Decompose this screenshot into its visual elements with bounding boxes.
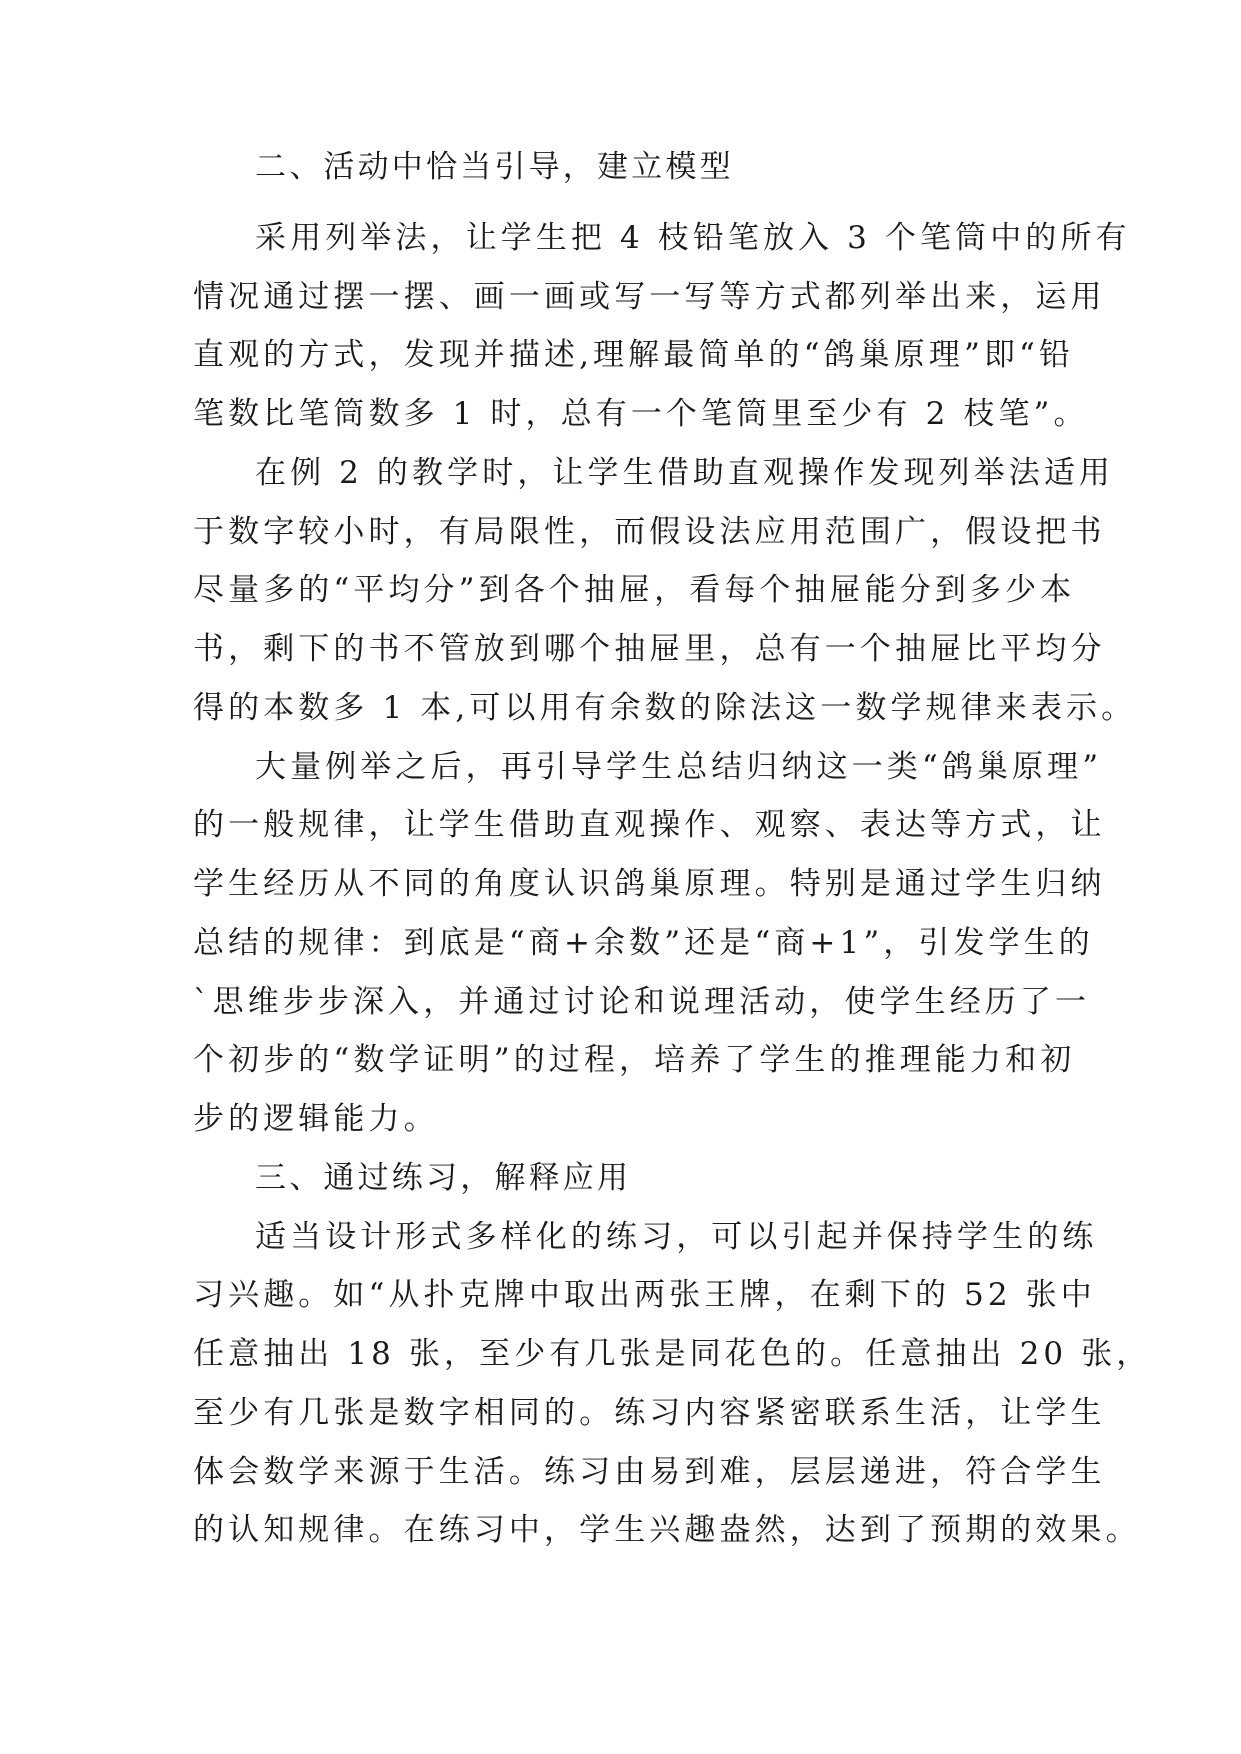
paragraph-line: 的一般规律，让学生借助直观操作、观察、表达等方式，让 — [193, 807, 1106, 843]
paragraph-line: `思维步步深入，并通过讨论和说理活动，使学生经历了一 — [193, 984, 1091, 1020]
paragraph-line: 任意抽出 18 张，至少有几张是同花色的。任意抽出 20 张， — [193, 1336, 1152, 1372]
paragraph-line: 笔数比笔筒数多 1 时，总有一个笔筒里至少有 2 枝笔”。 — [193, 396, 1089, 432]
paragraph-line: 学生经历从不同的角度认识鸽巢原理。特别是通过学生归纳 — [193, 866, 1106, 902]
paragraph-line: 适当设计形式多样化的练习，可以引起并保持学生的练 — [255, 1219, 1098, 1255]
paragraph-line: 得的本数多 1 本,可以用有余数的除法这一数学规律来表示。 — [193, 690, 1137, 726]
section-heading-2: 二、活动中恰当引导，建立模型 — [255, 149, 734, 185]
paragraph-line: 步的逻辑能力。 — [193, 1101, 439, 1137]
paragraph-line: 直观的方式，发现并描述,理解最简单的“鸽巢原理”即“铅 — [193, 337, 1075, 373]
paragraph-line: 于数字较小时，有局限性，而假设法应用范围广，假设把书 — [193, 514, 1106, 550]
paragraph-line: 情况通过摆一摆、画一画或写一写等方式都列举出来，运用 — [193, 279, 1106, 315]
paragraph-line: 至少有几张是数字相同的。练习内容紧密联系生活，让学生 — [193, 1395, 1106, 1431]
paragraph-line: 在例 2 的教学时，让学生借助直观操作发现列举法适用 — [255, 455, 1115, 491]
paragraph-line: 采用列举法，让学生把 4 枝铅笔放入 3 个笔筒中的所有 — [255, 220, 1131, 256]
paragraph-line: 总结的规律：到底是“商+余数”还是“商+1”，引发学生的 — [193, 925, 1094, 961]
paragraph-line: 个初步的“数学证明”的过程，培养了学生的推理能力和初 — [193, 1042, 1076, 1078]
paragraph-line: 体会数学来源于生活。练习由易到难，层层递进，符合学生 — [193, 1454, 1106, 1490]
section-heading-3: 三、通过练习，解释应用 — [255, 1160, 632, 1196]
paragraph-line: 尽量多的“平均分”到各个抽屉，看每个抽屉能分到多少本 — [193, 572, 1076, 608]
paragraph-line: 大量例举之后，再引导学生总结归纳这一类“鸽巢原理” — [255, 749, 1103, 785]
paragraph-line: 的认知规律。在练习中，学生兴趣盎然，达到了预期的效果。 — [193, 1512, 1141, 1548]
paragraph-line: 书，剩下的书不管放到哪个抽屉里，总有一个抽屉比平均分 — [193, 631, 1106, 667]
paragraph-line: 习兴趣。如“从扑克牌中取出两张王牌，在剩下的 52 张中 — [193, 1277, 1096, 1313]
